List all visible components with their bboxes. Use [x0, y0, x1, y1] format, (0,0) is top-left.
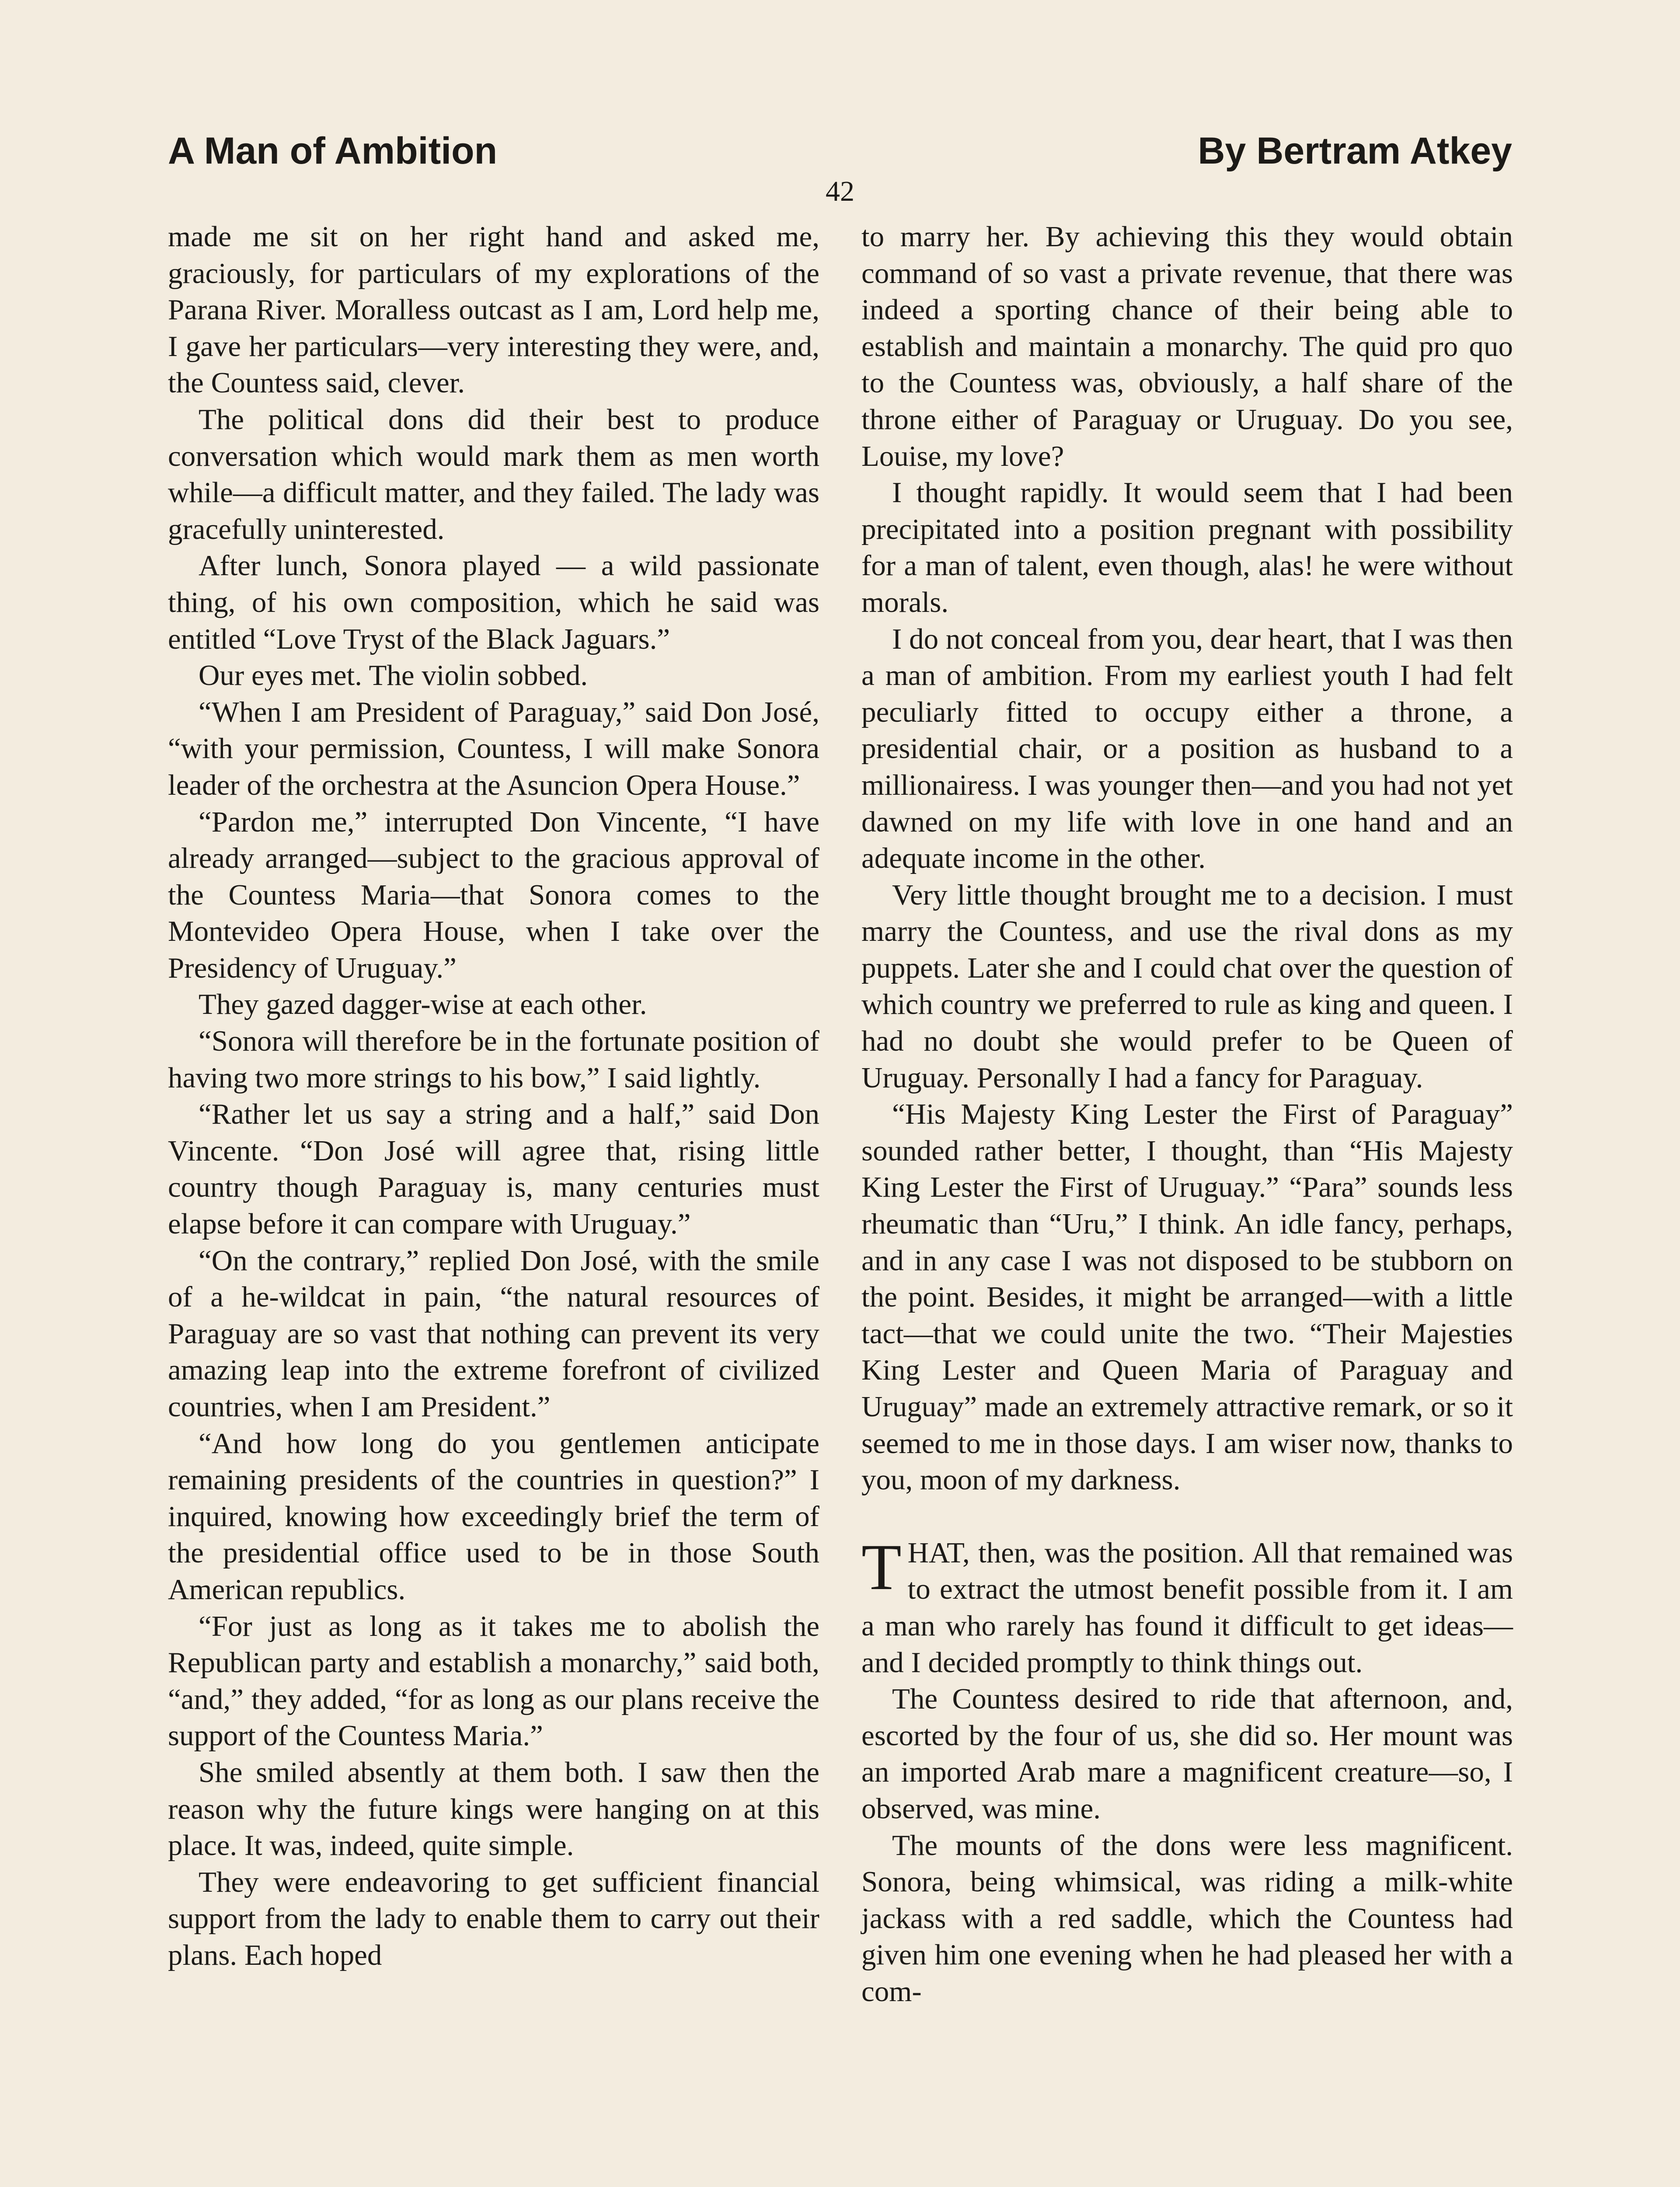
- paragraph: “Rather let us say a string and a half,” said Don Vincente. “Don José will agree that, rising little country though Paraguay is, many centuries must elapse before it can compare with Uruguay.”: [168, 1098, 819, 1240]
- paragraph: “On the contrary,” replied Don José, with the smile of a he-wildcat in pain, “the natural resources of Paraguay are so vast that nothing can prevent its very amazing leap into the extreme forefront of civilized countries, when I am President.”: [168, 1244, 819, 1423]
- paragraph: “His Majesty King Lester the First of Paraguay” sounded rather better, I thought, than “His Majesty King Lester the First of Uruguay.” “Para” sounds less rheumatic than “Uru,” I think. An idle fancy, perhaps, and in any case I was not disposed to be stubborn on the point. Besides, it might be arranged—with a little tact—that we could unite the two. “Their Majesties King Lester and Queen Maria of Paraguay and Uruguay” made an extremely attractive remark, or so it seemed to me in those days. I am wiser now, thanks to you, moon of my darkness.: [861, 1098, 1513, 1496]
- paragraph: They gazed dagger-wise at each other.: [199, 988, 647, 1021]
- paragraph: After lunch, Sonora played — a wild passionate thing, of his own composition, which he said was entitled “Love Tryst of the Black Jaguars.”: [168, 549, 819, 655]
- paragraph: Very little thought brought me to a decision. I must marry the Countess, and use the rival dons as my puppets. Later she and I could chat over the question of which country we preferred to rule as king and queen. I had no doubt she would prefer to be Queen of Uruguay. Personally I had a fancy for Paraguay.: [861, 878, 1513, 1094]
- paragraph: The Countess desired to ride that afternoon, and, escorted by the four of us, she did so. Her mount was an imported Arab mare a magnificent creature—so, I observed, was mine.: [861, 1683, 1513, 1825]
- section-opening-text: HAT, then, was the position. All that remained was to extract the utmost benefit possible from it. I am a man who rarely has found it difficult to get ideas—and I decided promptly to think things out.: [861, 1536, 1513, 1679]
- paragraph: “When I am President of Paraguay,” said Don José, “with your permission, Countess, I will make Sonora leader of the orchestra at the Asuncion Opera House.”: [168, 695, 819, 801]
- paragraph: The mounts of the dons were less magnificent. Sonora, being whimsical, was riding a milk-white jackass with a red saddle, which the Countess had given him one evening when he had pleased her with a com-: [861, 1829, 1513, 2008]
- story-title: A Man of Ambition: [168, 130, 498, 172]
- paragraph: They were endeavoring to get sufficient financial support from the lady to enable them to carry out their plans. Each hoped: [168, 1866, 819, 1971]
- section-opening-paragraph: [861, 1530, 1513, 1681]
- paragraph: to marry her. By achieving this they would obtain command of so vast a private revenue, that there was indeed a sporting chance of their being able to establish and maintain a monarchy. The quid pro quo to the Countess was, obviously, a half share of the throne either of Paraguay or Uruguay. Do you see, Louise, my love?: [861, 220, 1513, 472]
- right-column: [861, 219, 1513, 2010]
- paragraph: Our eyes met. The violin sobbed.: [199, 659, 588, 692]
- drop-cap: T: [861, 1530, 902, 1604]
- paragraph: “And how long do you gentlemen anticipate remaining presidents of the countries in question?” I inquired, knowing how exceedingly brief the term of the presidential office used to be in those South American republics.: [168, 1427, 819, 1606]
- paragraph: I thought rapidly. It would seem that I had been precipitated into a position pregnant with possibility for a man of talent, even though, alas! he were without morals.: [861, 476, 1513, 618]
- left-column: [168, 219, 819, 1974]
- byline: By Bertram Atkey: [1198, 130, 1512, 172]
- paragraph: She smiled absently at them both. I saw then the reason why the future kings were hanging on at this place. It was, indeed, quite simple.: [168, 1756, 819, 1862]
- paragraph: “Sonora will therefore be in the fortunate position of having two more strings to his bow,” I said lightly.: [168, 1025, 819, 1094]
- paragraph: “For just as long as it takes me to abolish the Republican party and establish a monarchy,” said both, “and,” they added, “for as long as our plans receive the support of the Countess Maria.”: [168, 1610, 819, 1752]
- paragraph: The political dons did their best to produce conversation which would mark them as men worth while—a difficult matter, and they failed. The lady was gracefully uninterested.: [168, 403, 819, 545]
- paragraph: made me sit on her right hand and asked me, graciously, for particulars of my explorations of the Parana River. Moralless outcast as I am, Lord help me, I gave her particulars—very interesting they were, and, the Countess said, clever.: [168, 220, 819, 399]
- page-number: 42: [826, 175, 854, 207]
- paragraph: I do not conceal from you, dear heart, that I was then a man of ambition. From my earliest youth I had felt peculiarly fitted to occupy either a throne, a presidential chair, or a position as husband to a millionairess. I was younger then—and you had not yet dawned on my life with love in one hand and an adequate income in the other.: [861, 622, 1513, 875]
- paragraph: “Pardon me,” interrupted Don Vincente, “I have already arranged—subject to the gracious approval of the Countess Maria—that Sonora comes to the Montevideo Opera House, when I take over the Presidency of Uruguay.”: [168, 805, 819, 984]
